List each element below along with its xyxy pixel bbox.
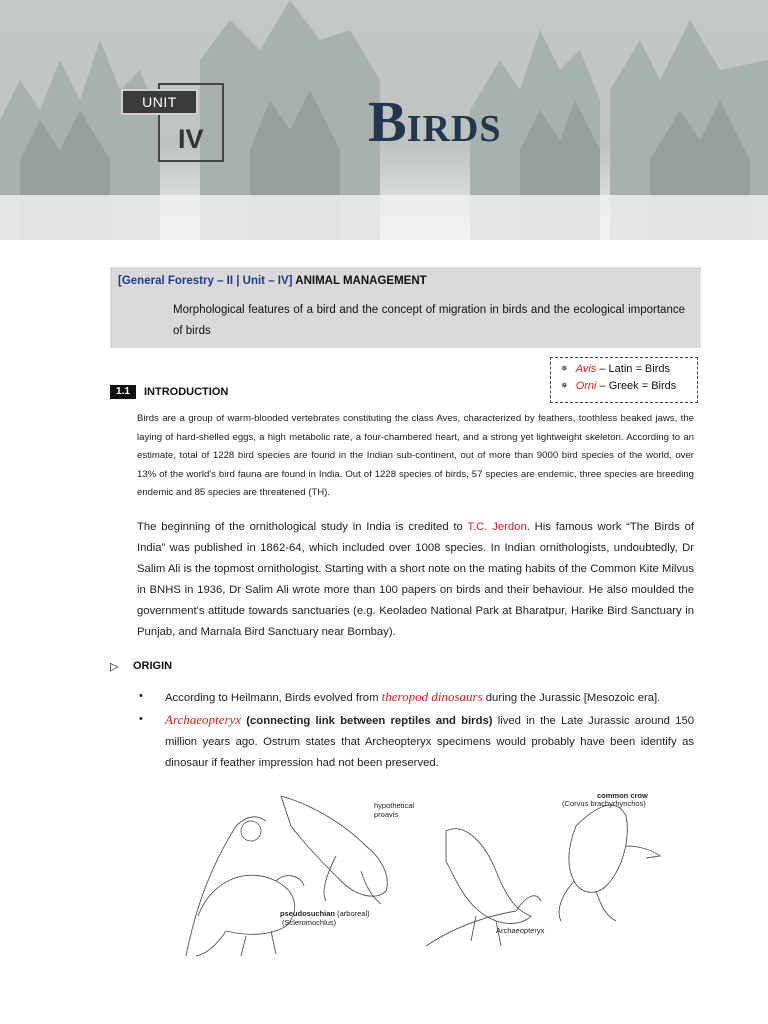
origin-heading: ORIGIN — [133, 660, 173, 672]
proavis-label-line1: hypothetical — [374, 801, 415, 810]
note-item — [561, 380, 676, 392]
unit-number: IV — [178, 124, 204, 154]
note-meaning: – Latin = Birds — [599, 363, 670, 375]
bullet-icon: ✵ — [561, 381, 568, 390]
chapter-description: Morphological features of a bird and the concept of migration in birds and the ecological importance of birds — [173, 304, 685, 337]
pseudosuchian-name: pseudosuchian — [280, 909, 336, 918]
crow-scientific-label: (Corvus brachyrhynchos) — [562, 799, 646, 808]
connecting-link-note: (connecting link between reptiles and birds) — [246, 715, 493, 727]
bird-evolution-figure — [176, 786, 666, 962]
archaeopteryx-label: Archaeopteryx — [496, 926, 545, 935]
list-text: during the Jurassic [Mesozoic era]. — [482, 692, 661, 704]
note-term: Avis — [575, 363, 597, 375]
note-item — [561, 363, 670, 375]
list-text: lived in the Late Jurassic around 150 million years ago. Ostrum states that Archeopteryx specimens would probably have been identify as dinosaur if feather impression had not been preserved. — [165, 715, 695, 769]
bullet-icon: ✵ — [561, 364, 568, 373]
bullet-icon: • — [139, 713, 143, 725]
intro-paragraph: Birds are a group of warm-blooded vertebrates constituting the class Aves, characterized by feathers, toothless beaked jaws, the laying of hard-shelled eggs, a high metabolic rate, a four-chambered heart, and a strong yet lightweight skeleton. According to an estimate, total of 1228 bird species are found in the Indian sub-continent, out of more than 9000 bird species of the world, over 13% of the world's bird fauna are found in India. Out of 1228 species of birds, 57 species are endemic, three species are breeding endemic and 85 species are threatened (TH). — [137, 413, 694, 499]
chapter-title-rest: IRDS — [406, 108, 502, 150]
history-text: The beginning of the ornithological study in India is credited to — [137, 521, 468, 533]
pseudosuchian-scientific-label: (Scleromochlus) — [282, 918, 337, 927]
course-header-box — [110, 267, 701, 348]
course-name: [General Forestry – II | Unit – IV] — [118, 275, 293, 287]
jerdon-highlight: T.C. Jerdon — [467, 521, 527, 533]
history-text: . His famous work “The Birds of India” was published in 1862-64, which included over 1008 species. In Indian ornithologists, undoubtedly, Dr Salim Ali is the topmost ornithologist. Starting with a short note on the mating habits of the Common Kite Milvus in BNHS in 1936, Dr Salim Ali wrote more than 100 papers on birds and their behaviour. He also moulded the government's attitude towards sanctuaries (e.g. Keoladeo National Park at Bharatpur, Harike Bird Sanctuary in Punjab, and Marnala Bird Sanctuary near Bombay). — [137, 521, 695, 638]
bullet-icon: • — [139, 690, 143, 702]
note-term: Orni — [575, 380, 597, 392]
section-title: INTRODUCTION — [144, 386, 229, 398]
subject-name: ANIMAL MANAGEMENT — [295, 275, 427, 287]
unit-label: UNIT — [121, 89, 198, 115]
archaeopteryx-highlight: Archaeopteryx — [165, 712, 242, 727]
chapter-banner — [0, 0, 768, 240]
chapter-title-initial: B — [368, 89, 407, 154]
history-paragraph — [137, 517, 694, 643]
origin-list — [137, 686, 694, 774]
triangle-right-icon: ▷ — [110, 661, 119, 673]
list-text: According to Heilmann, Birds evolved from — [165, 692, 382, 704]
chapter-title — [368, 88, 502, 155]
pseudosuchian-label — [280, 909, 370, 918]
list-item — [137, 686, 694, 709]
proavis-label-line2: proavis — [374, 810, 399, 819]
evolution-drawing — [176, 786, 666, 962]
etymology-note — [550, 357, 698, 403]
section-number: 1.1 — [110, 385, 136, 399]
course-line — [118, 275, 427, 287]
list-item — [137, 709, 694, 774]
theropod-highlight: theropod dinosaurs — [381, 689, 483, 704]
crow-label: common crow — [597, 791, 648, 800]
note-meaning: – Greek = Birds — [599, 380, 677, 392]
pseudosuchian-note: (arboreal) — [337, 909, 370, 918]
